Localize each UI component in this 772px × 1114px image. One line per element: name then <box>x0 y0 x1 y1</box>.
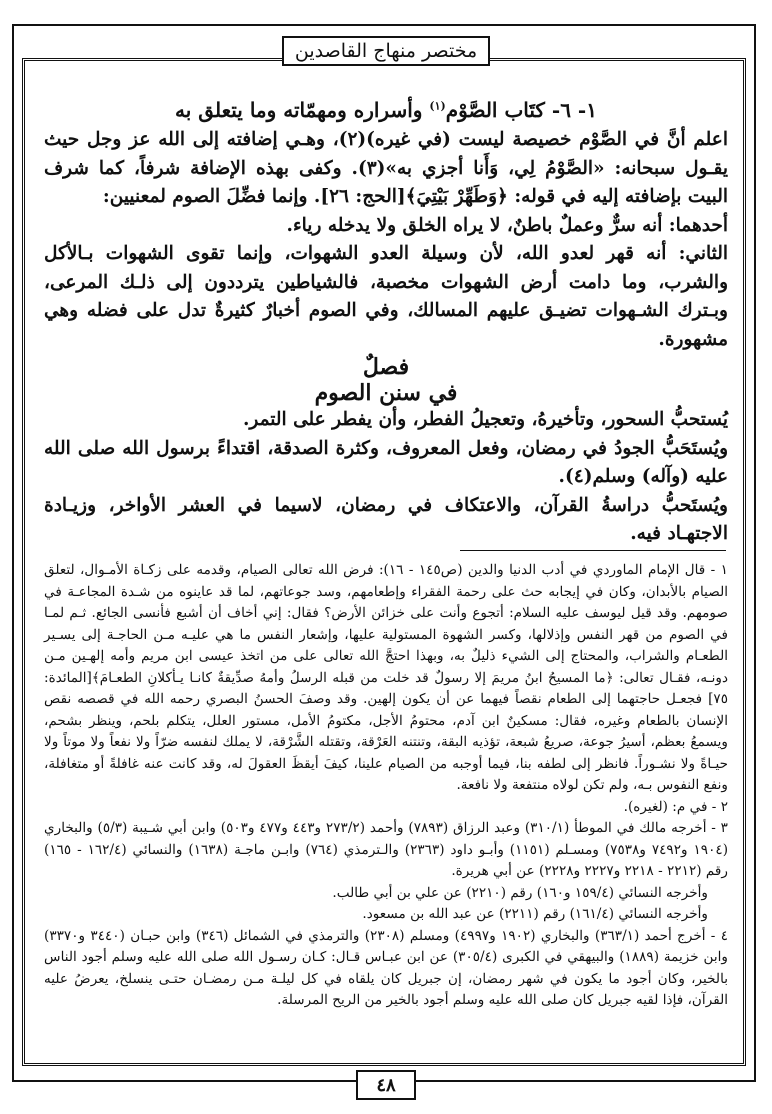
footnote: ١ - قال الإمام الماوردي في أدب الدنيا والدين (ص١٤٥ - ١٦): فرض الله تعالى الصيام، وقدمه على زكـاة الأمـوال، لتعلق الصيام بالأبدان، وكان في إيجابه حث على رحمة الفقراء وإطعامهم، وسد جوعاتهم، لما قد عاينوه من شـدة المجاعـة في صومهم. وقد قيل ليوسف عليه السلام: أتجوع وأنت على خزائن الأرض؟ فقال: إني أخاف أن أشبع فأنسى الجائع. ثـم لمـا في الصوم من قهر النفس وإذلالها، وكسر الشهوة المستولية عليها، وإشعار النفس ما هي عليـه مـن الحاجـة إلى يسـير الطعـام والشراب، والمحتاج إلى الشيء ذليلٌ به، وبهذا احتجَّ الله تعالى على من اتخذ عيسى ابن مريم وأمه إلهـين مـن دونـه، فقـال تعالى: ﴿ما المسيحُ ابنُ مريمَ إلا رسولٌ قد خلت من قبله الرسلُ وأمهُ صدِّيقةٌ كانـا يـأكلانِ الطعـامَ﴾[المائدة: ٧٥] فجعـل حاجتهما إلى الطعام نقصاً فيهما عن أن يكون إلهين. وقد وصفَ الحسنُ البصري رحمه الله في قصصه نقص الإنسان بالطعام وغيره، فقال: مسكينٌ ابن آدم، محتومُ الأجل، مكتومُ الأمل، مستور العلل، يتكلم بلحم، وينظر بشحم، ويسمعُ بعظم، أسيرُ جوعة، صريعُ شبعة، تؤذيه البقة، وتنتنه العَرْقة، وتقتله الشَّرْقة، لا يملك لنفسه ضرّاً ولا نفعاً ولا موتاً ولا حيـاةً ولا نشـوراً. فانظر إلى لطفه بنا، فيما أوجبه من الصيام علينا، كيفَ أيقظَ العقولَ له، وقد كانت عنه غافلةً أو متغافلة، ونفع النفوس بـه، ولم تكن لولاه منتفعة ولا نافعة. <box>44 562 728 793</box>
paragraph: اعلم أنَّ في الصَّوْم خصيصة ليست (في غيره)(٢)، وهـي إضافته إلى الله عز وجل حيث يقـول سبحانه: «الصَّوْمُ لِي، وَأَنا أجزي به»(٣). وكفى بهذه الإضافة شرفاً، كما شرف البيت بإضافته إليه في قوله: ﴿وَطَهِّرْ بَيْتِيَ﴾[الحج: ٢٦]. وإنما فضِّلَ الصوم لمعنيين: <box>44 129 729 207</box>
page-number-box <box>356 1070 416 1100</box>
paragraph: أحدهما: أنه سرٌّ وعملٌ باطنٌ، لا يراه الخلق ولا يدخله رياء. <box>286 214 728 236</box>
section-subheading: في سنن الصوم <box>314 380 458 406</box>
footnote: ٣ - أخرجه مالك في الموطأ (٣١٠/١) وعبد الرزاق (٧٨٩٣) وأحمد (٢٧٣/٢ و٤٤٣ و٤٧٧ و٥٠٣) وابن أبي شـيبة (٥/٣) والبخاري (١٩٠٤ و٧٤٩٢ و٧٥٣٨) ومسـلم (١١٥١) وأبـو داود (٢٣٦٣) والـترمذي (٧٦٤) وابـن ماجـة (١٦٣٨) والنسائي (١٦٢/٤ - ١٦٥) رقم (٢٢١٢ - ٢٢١٨ و٢٢٢٧ و٢٢٢٨) عن أبي هريرة. <box>44 820 729 879</box>
footnote: وأخرجه النسائي (١٥٩/٤ و١٦٠) رقم (٢٢١٠) عن علي بن أبي طالب. <box>332 884 708 901</box>
chapter-title-footnote-ref: (١) <box>429 99 446 113</box>
footnotes <box>44 560 728 1012</box>
footnote-separator <box>460 550 726 551</box>
page-number: ٤٨ <box>376 1074 396 1096</box>
footnote: ٢ - في م: (لغيره). <box>623 798 728 815</box>
sunan-item: ويُستَحبُّ دراسةُ القرآن، والاعتكاف في رمضان، لاسيما في العشر الأواخر، وزيـادة الاجتهـاد فيه. <box>44 494 728 544</box>
chapter-title: ١- ٦- كتَاب الصَّوْم$^{(١)}$ وأسراره ومهمّاته وما يتعلق به <box>175 98 597 122</box>
footnote: وأخرجه النسائي (١٦١/٤) رقم (٢٢١١) عن عبد الله بن مسعود. <box>362 906 708 922</box>
footnote: ٤ - أخرج أحمد (٣٦٣/١) والبخاري (١٩٠٢ و٤٩٩٧) ومسلم (٢٣٠٨) والترمذي في الشمائل (٣٤٦) وابن حبـان (٣٤٤٠ و٣٣٧٠) وابن خزيمة (١٨٨٩) والبيهقي في الكبرى (٣٠٥/٤) عن ابن عبـاس قـال: كـان رسـول الله صلى الله عليه وسلم أجود الناس بالخير، وكان أجود ما يكون في شهر رمضان، إن جبريل كان يلقاه في كل ليلـة مـن رمضـان حتـى ينسلخ، يعرضُ عليه القرآن، فإذا لقيه جبريل كان صلى الله عليه وسلم أجود بالخير من الريح المرسلة. <box>44 927 729 1008</box>
sunan-item: ويُستَحَبُّ الجودُ في رمضان، وفعل المعروف، وكثرة الصدقة، اقتداءً برسول الله صلى الله عليه (وآله) وسلم(٤). <box>44 437 728 487</box>
main-text <box>44 96 728 549</box>
running-header-title: مختصر منهاج القاصدين <box>294 40 478 62</box>
running-header <box>282 36 490 66</box>
paragraph: الثاني: أنه قهر لعدو الله، لأن وسيلة العدو الشهوات، وإنما تقوى الشهوات بـالأكل والشرب، وما دامت أرض الشهوات مخصبة، فالشياطين يترددون إلى ذلـك المرعى، وبـترك الشـهوات تضيـق عليهم المسالك، وفي الصوم أخبارٌ كثيرةٌ تدل على فضله وهي مشهورة. <box>44 243 728 350</box>
sunan-item: يُستحبُّ السحور، وتأخيرهُ، وتعجيلُ الفطر، وأن يفطر على التمر. <box>242 409 728 430</box>
section-heading: فصلٌ <box>362 354 410 380</box>
